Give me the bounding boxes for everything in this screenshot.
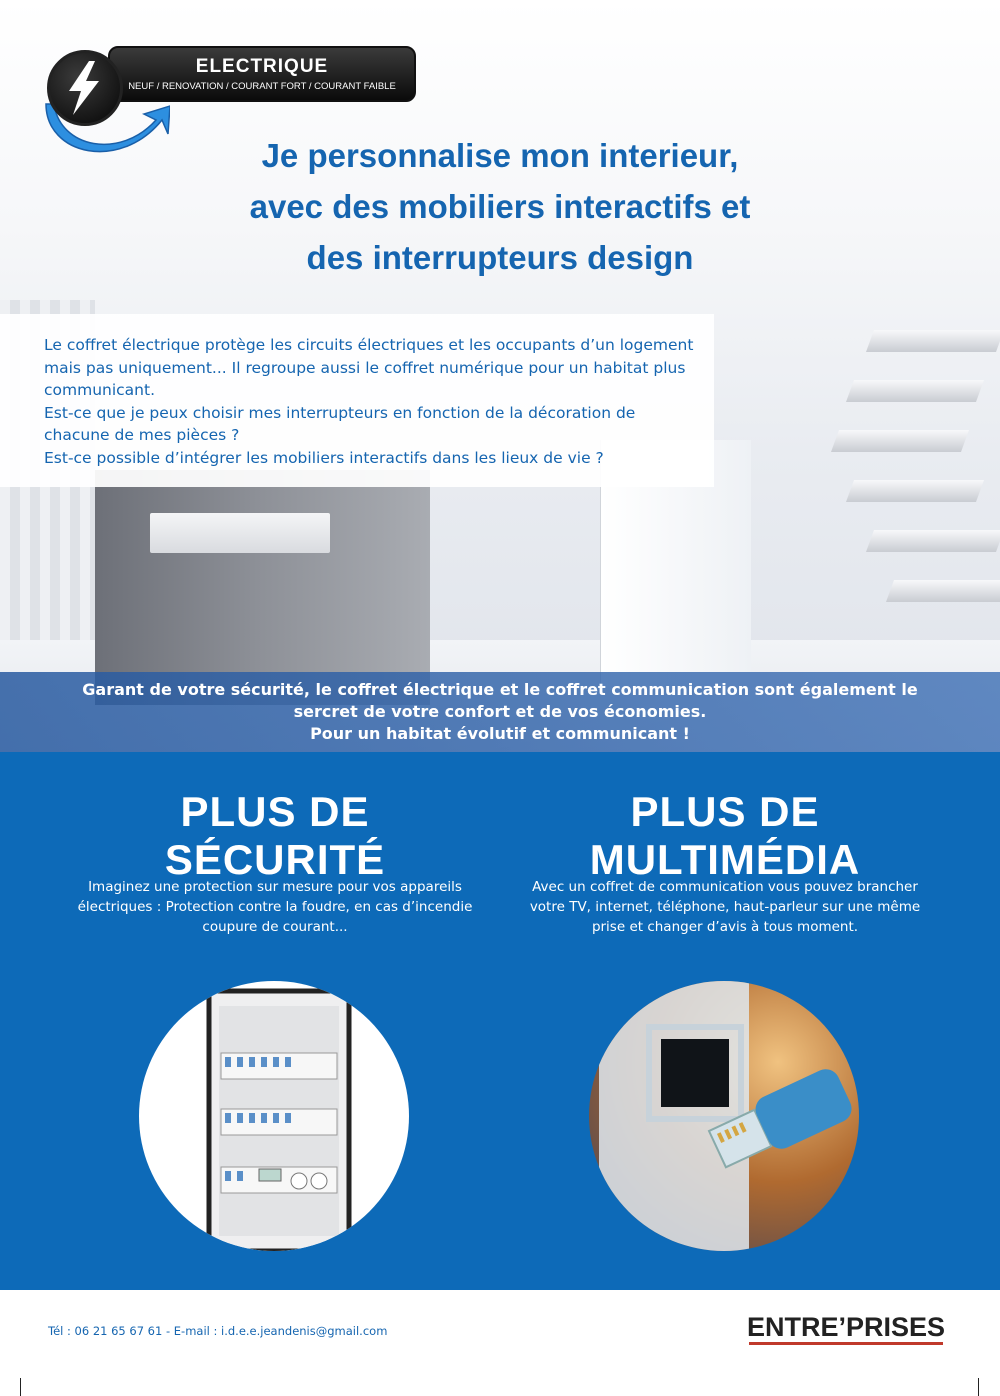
- highlight-line: Garant de votre sécurité, le coffret électrique et le coffret communication sont également le: [82, 680, 918, 699]
- network-plug-photo: [589, 981, 859, 1251]
- intro-paragraph: Est-ce possible d’intégrer les mobiliers interactifs dans les lieux de vie ?: [44, 448, 604, 467]
- headline-line: Je personnalise mon interieur,: [261, 137, 739, 174]
- intro-text: [44, 334, 704, 469]
- feature-title-multimedia: [525, 788, 925, 884]
- contact-info: Tél : 06 21 65 67 61 - E-mail : i.d.e.e.jeandenis@gmail.com: [48, 1324, 388, 1338]
- stair-step: [831, 430, 969, 452]
- category-subtitle: NEUF / RENOVATION / COURANT FORT / COURANT FAIBLE: [128, 81, 396, 92]
- headline-line: avec des mobiliers interactifs et: [249, 188, 751, 225]
- electrical-panel-icon: [139, 981, 409, 1251]
- ethernet-plug-icon: [589, 981, 859, 1251]
- category-title: ELECTRIQUE: [195, 56, 329, 77]
- highlight-line: sercret de votre confort et de vos économies.: [293, 702, 707, 721]
- stair-step: [846, 380, 984, 402]
- wall-niche-decor: [150, 513, 330, 553]
- feature-title-line: MULTIMÉDIA: [589, 836, 861, 883]
- logo-underline: [749, 1342, 943, 1345]
- entreprises-logo: ENTRE’PRISES: [747, 1312, 946, 1342]
- electrical-panel-photo: [139, 981, 409, 1251]
- grey-wall-decor: [95, 470, 430, 705]
- feature-title-line: PLUS DE: [630, 788, 820, 835]
- lightning-bolt-icon: [63, 61, 105, 115]
- headline-line: des interrupteurs design: [306, 239, 694, 276]
- stair-step: [846, 480, 984, 502]
- stair-step: [886, 580, 1000, 602]
- intro-paragraph: Le coffret électrique protège les circuits électriques et les occupants d’un logement mais pas uniquement... Il regroupe aussi le coffret numérique pour un habitat plus communicant.: [44, 336, 694, 399]
- page-headline: [180, 130, 820, 283]
- stair-step: [866, 530, 1000, 552]
- crop-mark: [978, 1378, 979, 1396]
- intro-paragraph: Est-ce que je peux choisir mes interrupteurs en fonction de la décoration de chacune de mes pièces ?: [44, 403, 636, 444]
- stair-step: [866, 330, 1000, 352]
- feature-title-securite: [75, 788, 475, 884]
- feature-title-line: SÉCURITÉ: [164, 836, 386, 883]
- highlight-text: [40, 679, 960, 745]
- feature-text-securite: Imaginez une protection sur mesure pour vos appareils électriques : Protection contre la foudre, en cas d’incendie coupure de courant...: [77, 879, 473, 935]
- crop-mark: [20, 1378, 21, 1396]
- feature-text-multimedia: Avec un coffret de communication vous pouvez brancher votre TV, internet, téléphone, haut-parleur sur une même prise et changer d’avis à tous moment.: [529, 879, 921, 935]
- highlight-line: Pour un habitat évolutif et communicant !: [310, 724, 690, 743]
- feature-title-line: PLUS DE: [180, 788, 370, 835]
